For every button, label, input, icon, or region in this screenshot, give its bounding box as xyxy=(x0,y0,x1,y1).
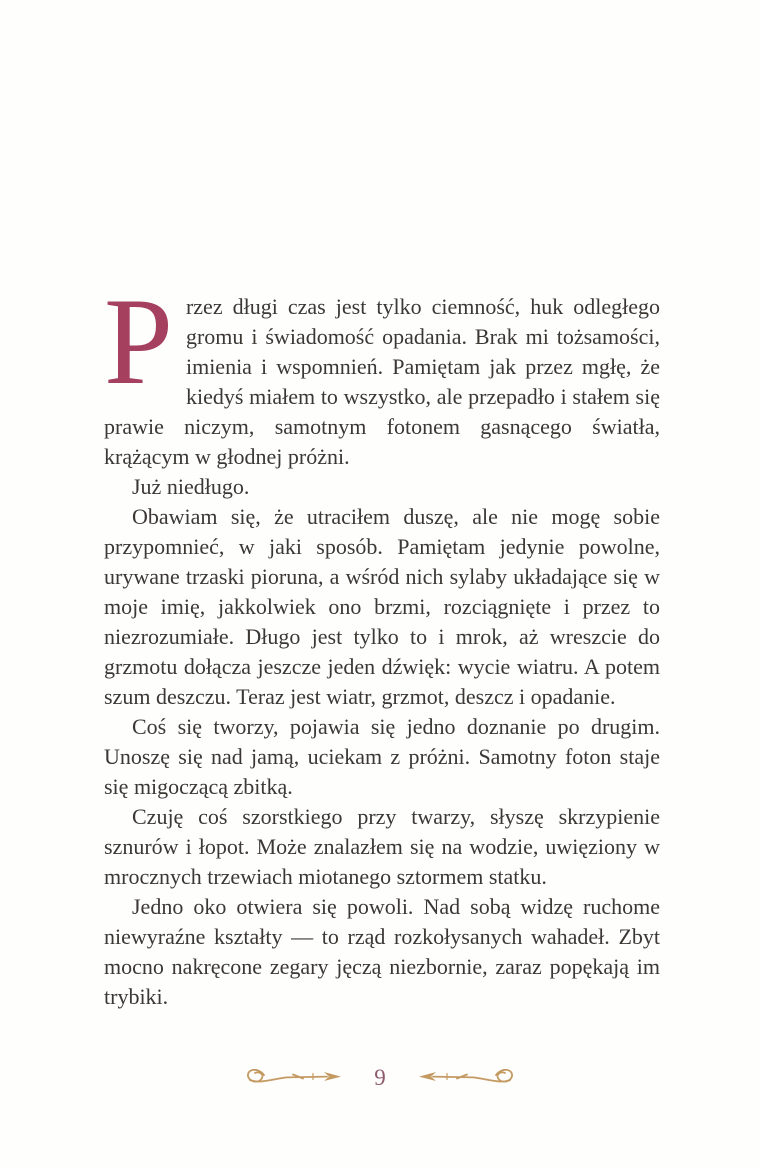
paragraph: Jedno oko otwiera się powoli. Nad sobą widzę ruchome niewyraźne kształty — to rząd rozkołysanych wahadeł. Zbyt mocno nakręcone zegary jęczą niezbornie, zaraz popękają im trybiki. xyxy=(104,894,660,1009)
paragraph: Już niedługo. xyxy=(132,474,250,499)
paragraph: Obawiam się, że utraciłem duszę, ale nie mogę sobie przypomnieć, w jaki sposób. Pamiętam jedynie powolne, urywane trzaski pioruna, a wśród nich sylaby układające się w moje imię, jakkolwiek ono brzmi, rozciągnięte i przez to niezrozumiałe. Długo jest tylko to i mrok, aż wreszcie do grzmotu dołącza jeszcze jeden dźwięk: wycie wiatru. A potem szum deszczu. Teraz jest wiatr, grzmot, deszcz i opadanie. xyxy=(104,504,660,709)
drop-cap: P xyxy=(104,273,173,410)
page-footer xyxy=(0,1064,760,1090)
page-number: 9 xyxy=(374,1064,386,1090)
paragraph xyxy=(104,273,660,472)
text-block xyxy=(104,273,660,1012)
arrow-flourish-right-icon xyxy=(413,1064,517,1090)
paragraph-text: rzez długi czas jest tylko ciemność, huk odległego gromu i świadomość opadania. Brak mi tożsamości, imienia i wspomnień. Pamiętam jak przez mgłę, że kiedyś miałem to wszystko, ale przepadło i stałem się prawie niczym, samotnym fotonem gasnącego światła, krążącym w głodnej próżni. xyxy=(104,294,660,469)
paragraph: Coś się tworzy, pojawia się jedno doznanie po drugim. Unoszę się nad jamą, uciekam z próżni. Samotny foton staje się migoczącą zbitką. xyxy=(104,714,660,799)
paragraph: Czuję coś szorstkiego przy twarzy, słyszę skrzypienie sznurów i łopot. Może znalazłem się na wodzie, uwięziony w mrocznych trzewiach miotanego sztormem statku. xyxy=(104,804,660,889)
arrow-flourish-left-icon xyxy=(243,1064,347,1090)
